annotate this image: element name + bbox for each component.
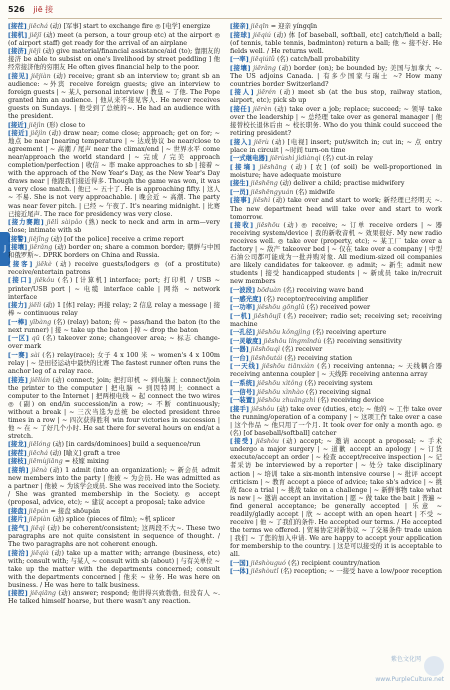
dictionary-entry: [8, 334, 220, 350]
entry-pinyin: jiēqiú: [252, 30, 271, 39]
entry-headword: [一棒]: [8, 317, 28, 326]
entry-headword: [一波段]: [230, 286, 256, 294]
entry-definition: (动) answer; respond; 他讲得兴致勃勃, 但没有人 ~. He talked himself hoarse, but there wasn't any reaction.: [8, 589, 220, 606]
dictionary-entry: [8, 47, 220, 71]
entry-pinyin: jiējiàn: [30, 71, 51, 80]
entry-definition: = 接盘 shōupán: [50, 506, 101, 515]
dictionary-entry: [230, 303, 442, 311]
dictionary-entry: [8, 466, 220, 506]
entry-headword: [接口]: [8, 276, 32, 285]
dictionary-entry: [230, 362, 442, 378]
dictionary-entry: [230, 22, 442, 30]
dictionary-entry: [230, 345, 442, 353]
entry-headword: [接近]: [8, 120, 27, 129]
entry-headword: [接力赛跑]: [8, 218, 44, 227]
dictionary-entry: [8, 301, 220, 317]
dictionary-entry: [230, 567, 442, 575]
watermark-logo-icon: [424, 656, 444, 676]
entry-headword: [接近]: [8, 129, 28, 138]
dictionary-entry: [8, 449, 220, 457]
entry-pinyin: jiēshōujī: [253, 311, 281, 320]
entry-definition: (动) 体 [of baseball, softball, etc] catch/field a ball; (of tennis, table tennis, badminton) return a ball; 他 ~ 接不好. He fields well. / He returns well.: [230, 30, 442, 55]
dictionary-entry: [8, 507, 220, 515]
entry-definition: (名) relay(race); 女子 4 x 100 米 ~ women's 4 x 100m relay | ~ 是田径运动中最快的比赛 The fastest runner often runs the anchor leg of a relay race.: [8, 350, 220, 375]
dictionary-entry: [230, 55, 442, 63]
entry-definition: (名) receiving aperture: [312, 328, 387, 337]
page-number: 526: [8, 5, 25, 14]
dictionary-entry: [8, 351, 220, 375]
dictionary-entry: [230, 328, 442, 336]
entry-definition: (名) cut-in relay: [322, 154, 373, 163]
dictionary-entry: [8, 22, 220, 30]
dictionary-entry: [230, 196, 442, 220]
entry-definition: (名) receiving antenna; ~ 天线耦合器 receiving antenna coupler | ~ 天线阵 receiving antenna array: [230, 362, 442, 379]
entry-definition: (名) recipient country/nation: [287, 558, 380, 567]
dictionary-entry: [8, 235, 220, 243]
entry-headword: [一体]: [230, 567, 249, 576]
dictionary-entry: [8, 589, 220, 605]
entry-definition: (动) receive; grant sb an interview to; grant sb an audience: ~外宾 receive foreign guests; give an interview to foreign guests | ~ 某人 personal interview | 教皇 ~ 了他. The Pope granted him an audience. | 他从来不接见客人. He never receives guests on Sundays. | 他受到了总统的~. He had an audience with the president.: [8, 71, 220, 121]
entry-headword: [接茬]: [8, 22, 27, 30]
entry-definition: (动) splice (pieces of film); ~机 splicer: [52, 515, 175, 524]
dictionary-entry: [230, 105, 442, 137]
dictionary-entry: [8, 524, 220, 548]
entry-headword: [接腔]: [8, 589, 28, 598]
entry-definition: (动) receive guests/lodgers ◎ (of a prostitute) receive/entertain patrons: [8, 259, 220, 276]
entry-headword: [一式继电器]: [230, 154, 268, 163]
entry-definition: (动) border (on); be bounded by; 美国与加拿大 ~. The US adjoins Canada. | 有多少国家与瑞士 ~? How many countries border Switzerland?: [230, 63, 442, 88]
entry-headword: [接片]: [8, 515, 27, 524]
dictionary-entry: [8, 72, 220, 120]
entry-definition: (形) close to: [46, 120, 86, 129]
entry-headword: [一率]: [230, 55, 249, 64]
dictionary-entry: [8, 515, 220, 523]
entry-pinyin: jiēqiāng: [30, 589, 57, 598]
entry-definition: = 迎亲 yíngqīn: [270, 22, 318, 30]
entry-pinyin: jiējìn: [30, 129, 47, 138]
entry-definition: (名) receiving wave band: [283, 286, 364, 294]
entry-definition: (名) takeover zone; changeover area; ~ 标志 change-over mark: [8, 334, 220, 351]
entry-pinyin: jiēpiàn: [28, 515, 51, 524]
entry-headword: [接手]: [230, 404, 249, 413]
entry-pinyin: jiēqīn: [250, 22, 269, 30]
entry-headword: [接连]: [8, 375, 28, 384]
entry-headword: [一感光度]: [230, 294, 262, 303]
dictionary-entry: [8, 31, 220, 47]
entry-definition: (动) take over a job; replace; succeed; ~ 领导 take over the leadership | ~ 总经理 take over as general manager | 他接替校长退休后由 ~ 校长职务. Who do you think could succeed the retiring president?: [230, 104, 442, 138]
running-title: jiē 接: [33, 5, 54, 14]
entry-pinyin: jiēshōutái: [250, 353, 283, 362]
entry-headword: [接纳]: [8, 466, 29, 475]
entry-headword: [一机]: [230, 311, 251, 320]
entry-definition: (名) reception; ~ 一接受 have a low/poor reception: [280, 567, 442, 576]
entry-headword: [一孔径]: [230, 328, 256, 337]
entry-pinyin: jiēshōuqì: [250, 345, 280, 354]
watermark-line1: 紫色文化网: [390, 656, 421, 663]
entry-pinyin: jiēchá: [28, 22, 48, 30]
entry-pinyin: yībàng: [29, 317, 52, 326]
entry-pinyin: jiēlóng: [28, 440, 51, 449]
entry-pinyin: jiēshǒu: [251, 404, 275, 413]
dictionary-entry: [230, 163, 442, 179]
entry-pinyin: jiēpán: [28, 506, 49, 515]
entry-definition: (名) receiving signal: [305, 387, 371, 396]
entry-pinyin: jiēshōu língmǐndù: [263, 336, 322, 345]
entry-pinyin: qū: [31, 334, 40, 343]
entry-pinyin: jiērǎng: [29, 243, 53, 252]
entry-headword: [接壤]: [8, 243, 28, 252]
dictionary-entry: [230, 559, 442, 567]
entry-definition: (动) accept; ~ 邀请 accept a proposal; ~ 手术 undergo a major surgery | ~ 道歉 accept an apology | ~ 订货 execute/accept an order | ~ 检查 accept/receive inspection | ~ 记者采访 be interviewed by a reporter | ~ 处分 take disciplinary action | ~ 培训 take a six-month intensive course | ~ 批评 accept criticism | ~ 教育 accept a piece of advice; take sb's advice | ~ 挑战 face a trial | ~ 挑战 take on a challenge | ~ 新鲜事物 take what is new | ~ 邀请 accept an invitation | 愿 ~ 做 take the bait | 普遍 ~ find general acceptance; be generally accepted | 乐意 ~ readily/gladly accept | 欣 ~ accept with an open heart | 不受 ~ receive | 他 ~ 了我们的条件. He accepted our terms. / He accepted the terms we offered. | 贸易协定对新协议 ~ 了交易条件 trade union | 我们 ~ 了您的加入申请. We are happy to accept your application for membership to the country. | 这是可以接受的 it is acceptable to all.: [230, 437, 442, 558]
entry-pinyin: jiējì: [28, 47, 41, 56]
entry-headword: [接枝]: [8, 457, 27, 466]
dictionary-entry: [8, 243, 220, 259]
entry-pinyin: jiēshāng: [259, 162, 287, 171]
entry-headword: [接亲]: [230, 22, 249, 30]
dictionary-entry: [230, 188, 442, 196]
entry-pinyin: jiējī: [29, 30, 42, 39]
entry-pinyin: jiēshōu xìnhào: [257, 387, 304, 396]
entry-pinyin: jiērǎng: [253, 63, 276, 72]
entry-headword: [接收]: [230, 221, 254, 230]
running-header: [8, 4, 442, 19]
entry-pinyin: jiēshōu xìtǒng: [257, 379, 303, 388]
entry-pinyin: jiēmùjiāng: [28, 457, 63, 466]
entry-headword: [接茬]: [8, 448, 27, 457]
entry-pinyin: jiēlì: [29, 301, 42, 310]
entry-pinyin: jiērèn: [252, 104, 272, 113]
entry-headword: [接客]: [8, 259, 33, 268]
entry-definition: (名) receiving system: [304, 379, 373, 388]
entry-definition: (动) meet sb (at the bus stop, railway station, airport, etc); pick sb up: [230, 88, 442, 105]
left-column: [8, 22, 220, 684]
watermark-line2: www.PurpleCulture.net: [375, 676, 444, 683]
entry-headword: [接事]: [230, 196, 251, 205]
entry-pinyin: jiēlián: [30, 375, 50, 384]
entry-pinyin: jiēqiúlǜ: [250, 55, 275, 64]
entry-pinyin: jiēshì: [252, 196, 271, 205]
entry-pinyin: jiēshēng: [250, 179, 278, 188]
dictionary-entry: [8, 457, 220, 465]
entry-definition: (动) [喻义] graft a tree: [50, 448, 121, 457]
dictionary-entry: [230, 337, 442, 345]
entry-headword: [一台]: [230, 353, 249, 362]
entry-headword: [一装置]: [230, 396, 256, 405]
entry-pinyin: jiēnà: [31, 466, 48, 475]
dictionary-entry: [8, 549, 220, 589]
dictionary-entry: [8, 276, 220, 300]
dictionary-entry: [230, 295, 442, 303]
entry-pinyin: jiēshēngyuán: [250, 187, 294, 196]
entry-pinyin: jiērù: [253, 137, 269, 146]
entry-definition: (动) [军事] start to exchange fire ◎ [电学] energize: [50, 22, 211, 30]
entry-headword: [接壤]: [230, 63, 251, 72]
dictionary-entry: [230, 437, 442, 558]
entry-pinyin: jiēchá: [28, 448, 48, 457]
dictionary-entry: [8, 376, 220, 440]
entry-definition: (动) deliver a child; practise midwifery: [279, 179, 405, 188]
entry-definition: (动) take up a matter with; arrange (business, etc) with; consult with; 与某人 ~ consult with sb (about) | 与有关单位 ~ take up the matter with the departments concerned; consult with the departments concerned | 他来 ~ 业务. He was here on business. / He was here to talk business.: [8, 548, 220, 589]
entry-definition: (名) receiving device: [317, 396, 384, 405]
entry-definition: (名) receiver; radio set; receiving set; receiving machine: [230, 311, 442, 328]
entry-headword: [接任]: [230, 104, 251, 113]
entry-definition: (动) [of the police] receive a crime report: [50, 234, 184, 243]
entry-headword: [接入]: [230, 137, 252, 146]
entry-headword: [接见]: [8, 71, 29, 80]
entry-headword: [接机]: [8, 30, 28, 39]
entry-pinyin: jiēqià: [31, 548, 49, 557]
entry-pinyin: jiēshòutǐ: [250, 567, 279, 576]
dictionary-entry: [230, 354, 442, 362]
entry-definition: (动) [农] (of soil) be well-proportioned in moisture; have adequate moisture: [230, 162, 442, 179]
entry-headword: [一信号]: [230, 387, 256, 396]
entry-definition: (动) take over (duties, etc); ~ 他的 ~ 工作 take over the running/operation of a company | ~ 这项工作 take over a case | 这个作品 ~ 他只用了一个月. It took over for only a month ago. ◎ (名) [of baseball/softball] catcher: [230, 404, 442, 437]
watermark: [354, 656, 444, 684]
entry-headword: [一灵敏度]: [230, 336, 262, 345]
entry-headword: [接球]: [230, 30, 251, 39]
dictionary-entry: [230, 138, 442, 154]
dictionary-entry: [8, 129, 220, 218]
entry-pinyin: jiēshōu kǒngjìng: [257, 328, 311, 337]
entry-headword: [接盘]: [8, 506, 27, 515]
entry-definition: (动) be coherent/consistent; 这两段不大~. These two paragraphs are not quite consistent in sequence of thought. / The two paragraphs are not coherent enough.: [8, 523, 220, 548]
entry-definition: (动) 1 admit (into an organization); ~ 新会员 admit new members into the party | 他被 ~ 为会员. He was admitted as a partner | 他被 ~ 为该学会成员. She was received into the Society. / She was granted membership in the Society. ◎ accept (proposal, advice, etc); ~ 建议 accept a proposal; take advice: [8, 466, 220, 507]
dictionary-entry: [230, 312, 442, 328]
entry-definition: (动) border on; share a common border; 朝鲜与中国和俄罗斯~. DPRK borders on China and Russia.: [8, 243, 220, 260]
entry-definition: (名) received power: [306, 303, 371, 312]
entry-definition: (动) ◎ receive; ~ 订单 receive orders | ~ 器 receiving system/device | 我的新收音机 ~ 效果很好. My new radio receives well. ◎ take over (property, etc); ~ 某工厂 take over a factory | ~ 敌产 takeover bed | ~ 仅在 take over a company | 中型石油公司都可能成为一批并购对象. All medium-sized oil companies are likely candidates for takeover. ◎ admit; ~ 新生 admit new students | 接受 handicapped students | ~ 新成员 take in/recruit new members: [230, 221, 442, 286]
dictionary-entry: [230, 396, 442, 404]
entry-headword: [接受]: [230, 437, 253, 446]
entry-definition: (熟) neck to neck and arm in arm—very close; intimate with sb: [8, 218, 220, 235]
entry-pinyin: jiējìn: [28, 120, 45, 129]
entry-pinyin: jiērén: [257, 88, 276, 97]
entry-headword: [接警]: [8, 234, 27, 243]
dictionary-entry: [230, 64, 442, 88]
dictionary-entry: [230, 379, 442, 387]
entry-headword: [接气]: [8, 523, 29, 532]
entry-pinyin: jiēshōu tiānxiàn: [261, 362, 315, 371]
dictionary-entry: [230, 179, 442, 187]
entry-definition: (名) receiving sensitivity: [323, 336, 402, 345]
entry-definition: = 枝嫁 mixing: [64, 457, 109, 466]
entry-headword: [接龙]: [8, 440, 27, 449]
entry-pinyin: jiērùshì jìdiànqì: [269, 154, 321, 163]
entry-headword: [接洽]: [8, 548, 29, 557]
entry-headword: [一赛]: [8, 350, 29, 359]
entry-headword: [接墒]: [230, 162, 256, 171]
entry-definition: (动) [in cards/dominoes] build a sequence/run: [52, 440, 201, 449]
entry-headword: [接济]: [8, 47, 27, 56]
entry-headword: [接生]: [230, 179, 249, 188]
entry-definition: (动) connect; join; 把打印机 ~ 到电脑上 connect/join the printer to the computer | 把电脑 ~ 到因特网上 connect a computer to the Internet | 把两根电线 ~ 起 connect the two wires ◎ (副) on end/in succession/in a row; ~ 不断 continuously; without a break | ~ 三次当选为总统 be elected president three times in a row | ~ 四次获得胜利 win four victories in succession | 他 ~ 在 ~ 了好几个小时. He sat there for several hours on end/at a stretch.: [8, 375, 220, 440]
entry-pinyin: jiēqì: [30, 523, 45, 532]
dictionary-entry: [8, 440, 220, 448]
entry-headword: [一系统]: [230, 379, 256, 388]
dictionary-entry: [8, 218, 220, 234]
thumb-index-tab: J: [0, 232, 10, 266]
entry-pinyin: jiēshòuguó: [250, 558, 286, 567]
dictionary-entry: [230, 405, 442, 437]
entry-pinyin: jiēlì sàipǎo: [46, 218, 83, 227]
entry-definition: (动) meet (a person, a tour group etc) at the airport ◎ (of airport staff) get ready for the arrival of an airplane: [8, 30, 220, 47]
right-column: [230, 22, 442, 684]
entry-definition: (名) [计算机] interface; port; 打印机 / USB ~ printer/USB port | ~ 电缆 interface cable | 网络 ~ network interface: [8, 276, 220, 301]
entry-definition: (名) receiver: [282, 345, 323, 354]
entry-headword: [接人]: [230, 88, 254, 97]
entry-headword: [一器]: [230, 345, 249, 354]
entry-pinyin: sài: [30, 350, 40, 359]
dictionary-entry: [8, 121, 220, 129]
entry-pinyin: jiēkǒu: [34, 276, 55, 285]
dictionary-entry: [8, 260, 220, 276]
entry-headword: [一区]: [8, 334, 29, 343]
entry-pinyin: jiējǐng: [28, 234, 49, 243]
entry-headword: [一天线]: [230, 362, 259, 371]
entry-headword: [一员]: [230, 187, 249, 196]
entry-pinyin: jiēshōu gōnglǜ: [257, 303, 305, 312]
entry-pinyin: bōduàn: [257, 286, 282, 294]
entry-definition: (动) draw near; come close; approach; get on for; ~ 地点 be near [nearing temperature | ~ 达成协议 be near/close to agreement | ~ 高潮 / 尾声 near the climax/end | ~ 世界水平 come near/approach the world standard | ~ 完成 / 完美 approach completion/perfection | 收信 ~ 率 make approaches to sb | 接着 ~ with the approach of the New Year's Day, as the New Year's Day draws near | 他跟我们接近得多. Though the game was won, it was a very close match. | 他已 ~ 五十了. He is approaching fifty. | 这人~ 不易. She is not very approachable. | 晚会近 ~ 高潮. The party was near fever pitch. | 已经 ~ 午夜了. It's nearing midnight. | 比赛已接近尾声. The race for presidency was very close.: [8, 129, 220, 218]
dictionary-entry: [230, 88, 442, 104]
entry-pinyin: jiēshōu: [256, 221, 280, 230]
entry-definition: (动) 1 [体] relay; 再接 relay; 2 信息 relay a message | 接棒 ~ continuous relay: [8, 301, 220, 318]
entry-definition: (动) take over and start to work; 新经理已经明天 ~. The new department head will take over and start to work tomorrow.: [230, 196, 442, 221]
dictionary-entry: [230, 154, 442, 162]
dictionary-entry: [8, 318, 220, 334]
dictionary-entry: [230, 31, 442, 55]
entry-definition: (名) midwife: [295, 187, 335, 196]
entry-pinyin: jiēkè: [36, 259, 52, 268]
dictionary-entry: [230, 286, 442, 294]
entry-headword: [接力]: [8, 301, 27, 310]
entry-definition: (动) give material/financial assistance/aid (to); 靠朋友的接济 be able to subsist on one's livelihood by street peddling ] 他经常接济他的穷朋友 He often gives financial help to the poor.: [8, 47, 220, 72]
dictionary-entry: [230, 388, 442, 396]
entry-pinyin: jiēshòu: [255, 437, 279, 446]
entry-definition: (名) receiving station: [284, 353, 353, 362]
entry-pinyin: jiēshōu zhuāngzhì: [257, 396, 316, 405]
entry-headword: [一国]: [230, 558, 249, 567]
entry-definition: (名) (relay) baton; 传 ~ pass/hand the baton (to the next runner) | 接 ~ take up the baton | 掉 ~ drop the baton: [8, 317, 220, 334]
entry-headword: [一功率]: [230, 303, 256, 312]
entry-definition: (动) [电视] insert; put/switch in; cut in; ~ 点 entry place in circuit | ~时间 turn-on time: [230, 137, 442, 154]
entry-definition: (名) catch/ball probability: [276, 55, 360, 64]
entry-definition: (名) receptor/receiving amplifier: [263, 294, 369, 303]
dictionary-entry: [230, 221, 442, 285]
